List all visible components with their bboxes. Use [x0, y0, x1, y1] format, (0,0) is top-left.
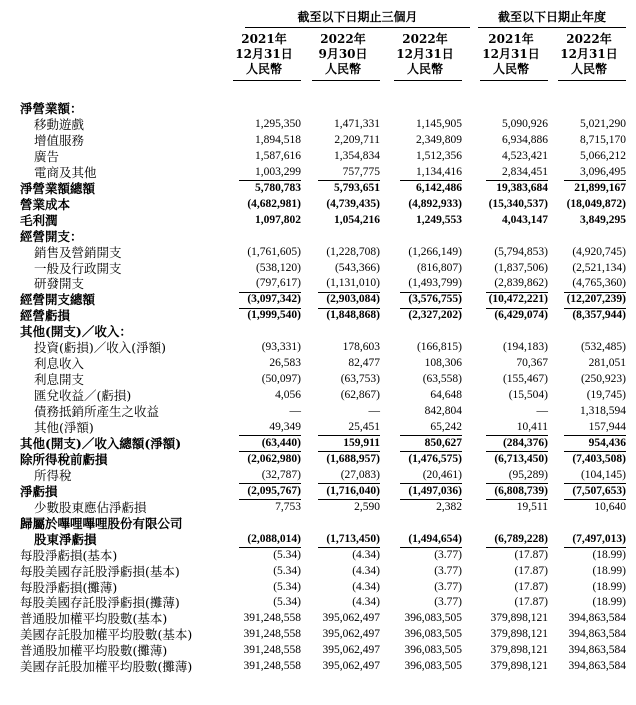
row-value-col-2: (1,713,450)	[326, 532, 380, 545]
row-value-col-5: (18.99)	[592, 596, 626, 609]
row-value-col-1: 49,349	[269, 421, 301, 433]
row-value-col-4: (5,794,853)	[494, 245, 548, 258]
row-value-col-5: (7,507,653)	[572, 484, 626, 497]
row-value-col-3: 1,512,356	[416, 149, 462, 162]
row-value-col-5: 5,066,212	[580, 149, 626, 162]
row-value-col-5: 394,863,584	[568, 644, 626, 657]
row-value-col-4: 6,934,886	[502, 133, 548, 146]
row-value-col-5: (19,745)	[586, 389, 626, 402]
column-3-unit-rule	[394, 80, 462, 81]
row-value-col-1: (1,999,540)	[247, 309, 301, 322]
row-value-col-4: (17.87)	[514, 596, 548, 609]
row-value-col-2: (1,228,708)	[326, 245, 380, 258]
row-value-col-5: (18,049,872)	[566, 197, 626, 210]
row-label: 經營開支總額	[20, 292, 96, 308]
row-value-col-4: (1,837,506)	[494, 261, 548, 274]
row-value-col-3: 65,242	[430, 421, 462, 433]
column-5-unit-rule	[558, 80, 626, 81]
row-value-col-1: (3,097,342)	[247, 293, 301, 306]
row-value-col-4: —	[536, 405, 548, 418]
row-value-col-3: 2,382	[436, 500, 462, 513]
row-value-col-2: 395,062,497	[322, 644, 380, 657]
row-value-col-5: (250,923)	[580, 373, 626, 386]
row-value-col-3: 64,648	[430, 389, 462, 402]
row-value-col-3: 396,083,505	[404, 644, 462, 657]
row-value-col-4: (194,183)	[502, 341, 548, 354]
row-label: 美國存託股加權平均股數(基本)	[20, 627, 193, 643]
row-value-col-5: 157,944	[588, 421, 626, 433]
row-value-col-4: (6,789,228)	[494, 532, 548, 545]
row-value-col-1: (63,440)	[261, 436, 301, 449]
row-value-col-5: 21,899,167	[574, 181, 626, 194]
row-value-col-5: (4,765,360)	[572, 277, 626, 290]
row-value-col-3: 396,083,505	[404, 612, 462, 625]
row-value-col-5: 1,318,594	[580, 405, 626, 418]
row-value-col-1: (5.34)	[273, 564, 301, 577]
row-value-col-4: (155,467)	[502, 373, 548, 386]
column-4-unit-rule	[480, 80, 548, 81]
row-label: 所得稅	[34, 467, 72, 483]
column-1-unit-rule	[233, 80, 301, 81]
header-rule-year	[478, 27, 626, 28]
row-value-col-2: (63,753)	[340, 373, 380, 386]
row-value-col-5: (2,521,134)	[572, 261, 626, 274]
row-value-col-3: (3.77)	[434, 564, 462, 577]
row-label: 除所得稅前虧損	[20, 451, 108, 467]
row-value-col-2: (4.34)	[352, 548, 380, 561]
row-value-col-4: (10,472,221)	[488, 293, 548, 306]
row-value-col-5: (104,145)	[580, 468, 626, 481]
row-label: 普通股加權平均股數(攤薄)	[20, 643, 168, 659]
row-value-col-4: 2,834,451	[502, 165, 548, 178]
row-value-col-3: (2,327,202)	[408, 309, 462, 322]
row-value-col-1: (32,787)	[261, 468, 301, 481]
row-value-col-4: (15,504)	[508, 389, 548, 402]
row-value-col-4: 10,411	[516, 421, 548, 433]
row-value-col-1: (5.34)	[273, 548, 301, 561]
row-value-col-2: 1,354,834	[334, 149, 380, 162]
row-label: 經營開支：	[20, 228, 83, 244]
column-1-unit: 人民幣	[245, 62, 282, 76]
row-value-col-4: 379,898,121	[490, 644, 548, 657]
row-value-col-2: (2,903,084)	[326, 293, 380, 306]
column-4-unit: 人民幣	[492, 62, 529, 76]
row-value-col-5: (12,207,239)	[566, 293, 626, 306]
row-value-col-1: 1,894,518	[255, 133, 301, 146]
row-value-col-1: (93,331)	[261, 341, 301, 354]
row-value-col-2: (62,867)	[340, 389, 380, 402]
row-value-col-5: (4,920,745)	[572, 245, 626, 258]
row-value-col-2: (1,848,868)	[326, 309, 380, 322]
row-value-col-2: 2,209,711	[334, 133, 380, 146]
row-value-col-2: 159,911	[343, 436, 380, 449]
row-value-col-4: 379,898,121	[490, 612, 548, 625]
row-value-col-3: (4,892,933)	[408, 197, 462, 210]
row-value-col-1: (5.34)	[273, 580, 301, 593]
row-value-col-2: (4,739,435)	[326, 197, 380, 210]
row-value-col-5: (532,485)	[580, 341, 626, 354]
row-value-col-1: 391,248,558	[243, 660, 301, 673]
row-value-col-3: (816,807)	[416, 261, 462, 274]
row-value-col-2: (4.34)	[352, 564, 380, 577]
row-value-col-2: 82,477	[348, 357, 380, 370]
row-label: 一般及行政開支	[34, 260, 122, 276]
row-value-col-1: (2,088,014)	[247, 532, 301, 545]
row-value-col-4: 19,383,684	[496, 181, 548, 194]
column-5-date: 12月31日	[560, 47, 618, 61]
row-value-col-1: —	[289, 405, 301, 418]
row-label: 普通股加權平均股數(基本)	[20, 611, 168, 627]
row-label: 利息開支	[34, 372, 85, 388]
row-label: 歸屬於嗶哩嗶哩股份有限公司	[20, 515, 183, 531]
column-1-year: 2021年	[241, 32, 287, 46]
column-4-date: 12月31日	[482, 47, 540, 61]
row-label: 匯兌收益／(虧損)	[34, 388, 132, 404]
row-value-col-2: (4.34)	[352, 596, 380, 609]
row-value-col-4: (6,713,450)	[494, 452, 548, 465]
row-value-col-3: (1,494,654)	[408, 532, 462, 545]
row-value-col-4: (2,839,862)	[494, 277, 548, 290]
row-value-col-2: (1,131,010)	[326, 277, 380, 290]
row-value-col-5: (18.99)	[592, 564, 626, 577]
row-value-col-4: 19,511	[516, 500, 548, 513]
row-value-col-3: 1,145,905	[416, 117, 462, 130]
row-value-col-5: 8,715,170	[580, 133, 626, 146]
row-value-col-4: 5,090,926	[502, 117, 548, 130]
row-label: 淨營業額：	[20, 101, 83, 116]
row-value-col-3: (3.77)	[434, 596, 462, 609]
column-2-unit-rule	[312, 80, 380, 81]
row-value-col-4: (6,808,739)	[494, 484, 548, 497]
row-label: 每股美國存託股淨虧損(攤薄)	[20, 595, 180, 611]
row-label: 每股美國存託股淨虧損(基本)	[20, 563, 180, 579]
row-value-col-1: 391,248,558	[243, 644, 301, 657]
row-value-col-1: 1,097,802	[255, 213, 301, 226]
row-value-col-5: 281,051	[588, 357, 626, 370]
row-value-col-5: (7,403,508)	[572, 452, 626, 465]
row-label: 廣告	[34, 148, 60, 164]
row-value-col-5: 10,640	[594, 500, 626, 513]
row-label: 增值服務	[34, 132, 85, 148]
row-value-col-4: 379,898,121	[490, 628, 548, 641]
column-4-year: 2021年	[488, 32, 534, 46]
row-value-col-5: 5,021,290	[580, 117, 626, 130]
row-value-col-2: 1,471,331	[334, 117, 380, 130]
row-value-col-3: 396,083,505	[404, 660, 462, 673]
row-value-col-1: 1,003,299	[255, 165, 301, 178]
row-label: 其他(開支)／收入總額(淨額)	[20, 435, 182, 451]
column-2-date: 9月30日	[318, 47, 368, 61]
row-label: 經營虧損	[20, 308, 71, 324]
row-value-col-4: 4,523,421	[502, 149, 548, 162]
row-label: 淨虧損	[20, 483, 58, 499]
row-value-col-2: 757,775	[342, 165, 380, 178]
row-label: 淨營業額總額	[20, 180, 96, 196]
column-3-year: 2022年	[402, 32, 448, 46]
row-label: 利息收入	[34, 356, 85, 372]
row-label: 移動遊戲	[34, 116, 85, 132]
row-value-col-2: (543,366)	[334, 261, 380, 274]
column-2-unit: 人民幣	[324, 62, 361, 76]
row-value-col-4: (17.87)	[514, 548, 548, 561]
row-value-col-3: (1,266,149)	[408, 245, 462, 258]
row-value-col-2: 25,451	[348, 421, 380, 433]
column-3-date: 12月31日	[396, 47, 454, 61]
row-value-col-1: 26,583	[269, 357, 301, 370]
row-label: 投資(虧損)／收入(淨額)	[34, 340, 167, 356]
row-value-col-3: (3.77)	[434, 580, 462, 593]
row-value-col-1: 391,248,558	[243, 612, 301, 625]
row-value-col-5: (18.99)	[592, 548, 626, 561]
row-value-col-3: 842,804	[424, 405, 462, 418]
row-value-col-2: (27,083)	[340, 468, 380, 481]
row-value-col-5: 3,096,495	[580, 165, 626, 178]
row-value-col-1: (2,095,767)	[247, 484, 301, 497]
column-5-unit: 人民幣	[570, 62, 607, 76]
header-rule-three-months	[245, 27, 470, 28]
row-label: 股東淨虧損	[34, 531, 97, 547]
row-value-col-5: (18.99)	[592, 580, 626, 593]
row-value-col-5: 394,863,584	[568, 612, 626, 625]
row-value-col-3: 6,142,486	[416, 181, 462, 194]
row-value-col-1: (538,120)	[255, 261, 301, 274]
row-value-col-1: 5,780,783	[255, 181, 301, 194]
row-value-col-1: (50,097)	[261, 373, 301, 386]
row-value-col-4: 4,043,147	[502, 213, 548, 226]
row-value-col-2: 5,793,651	[334, 181, 380, 194]
row-label: 債務抵銷所產生之收益	[34, 404, 160, 420]
row-value-col-1: 4,056	[275, 389, 301, 402]
row-label: 營業成本	[20, 196, 71, 212]
row-value-col-3: 1,134,416	[416, 165, 462, 178]
row-label: 美國存託股加權平均股數(攤薄)	[20, 659, 193, 675]
row-label: 每股淨虧損(基本)	[20, 547, 118, 563]
row-label: 電商及其他	[34, 164, 97, 180]
row-value-col-3: (1,476,575)	[408, 452, 462, 465]
row-value-col-3: (3,576,755)	[408, 293, 462, 306]
row-value-col-4: (95,289)	[508, 468, 548, 481]
row-value-col-3: 2,349,809	[416, 133, 462, 146]
row-label: 少數股東應佔淨虧損	[34, 499, 147, 515]
row-value-col-4: (6,429,074)	[494, 309, 548, 322]
row-value-col-3: (1,497,036)	[408, 484, 462, 497]
row-value-col-2: 2,590	[354, 500, 380, 513]
row-value-col-3: (3.77)	[434, 548, 462, 561]
row-value-col-4: 70,367	[516, 357, 548, 370]
row-value-col-5: 394,863,584	[568, 660, 626, 673]
row-value-col-2: (4.34)	[352, 580, 380, 593]
column-1-date: 12月31日	[235, 47, 293, 61]
row-value-col-5: 3,849,295	[580, 213, 626, 226]
row-value-col-5: 954,436	[588, 436, 626, 449]
row-value-col-3: (166,815)	[416, 341, 462, 354]
row-value-col-2: (1,688,957)	[326, 452, 380, 465]
row-value-col-5: 394,863,584	[568, 628, 626, 641]
row-value-col-4: 379,898,121	[490, 660, 548, 673]
row-value-col-1: (1,761,605)	[247, 245, 301, 258]
row-value-col-2: (1,716,040)	[326, 484, 380, 497]
row-value-col-4: (17.87)	[514, 580, 548, 593]
row-value-col-1: (5.34)	[273, 596, 301, 609]
row-value-col-3: 1,249,553	[416, 213, 462, 226]
row-value-col-2: 395,062,497	[322, 660, 380, 673]
row-value-col-5: (7,497,013)	[572, 532, 626, 545]
row-value-col-4: (17.87)	[514, 564, 548, 577]
column-2-year: 2022年	[320, 32, 366, 46]
row-value-col-1: 391,248,558	[243, 628, 301, 641]
column-5-year: 2022年	[566, 32, 612, 46]
row-value-col-2: 1,054,216	[334, 213, 380, 226]
row-value-col-3: 850,627	[424, 436, 462, 449]
row-value-col-1: (4,682,981)	[247, 197, 301, 210]
row-value-col-3: (63,558)	[422, 373, 462, 386]
row-value-col-1: (2,062,980)	[247, 452, 301, 465]
row-value-col-1: 1,587,616	[255, 149, 301, 162]
row-label: 銷售及營銷開支	[34, 244, 122, 260]
row-value-col-5: (8,357,944)	[572, 309, 626, 322]
header-three-months: 截至以下日期止三個月	[297, 10, 418, 24]
row-value-col-2: 178,603	[342, 341, 380, 354]
row-label: 其他(淨額)	[34, 420, 94, 435]
row-value-col-3: 108,306	[424, 357, 462, 370]
row-label: 毛利潤	[20, 212, 58, 228]
row-value-col-3: (20,461)	[422, 468, 462, 481]
row-value-col-1: 1,295,350	[255, 117, 301, 130]
header-year: 截至以下日期止年度	[497, 10, 606, 24]
row-value-col-2: 395,062,497	[322, 628, 380, 641]
row-value-col-4: (284,376)	[502, 436, 548, 449]
row-label: 研發開支	[34, 276, 85, 292]
row-label: 每股淨虧損(攤薄)	[20, 579, 118, 595]
row-value-col-1: (797,617)	[255, 277, 301, 290]
column-3-unit: 人民幣	[406, 62, 443, 76]
row-value-col-2: —	[368, 405, 380, 418]
row-value-col-2: 395,062,497	[322, 612, 380, 625]
row-label: 其他(開支)／收入：	[20, 324, 132, 340]
row-value-col-3: (1,493,799)	[408, 277, 462, 290]
row-value-col-4: (15,340,537)	[488, 197, 548, 210]
row-value-col-1: 7,753	[275, 500, 301, 513]
row-value-col-3: 396,083,505	[404, 628, 462, 641]
